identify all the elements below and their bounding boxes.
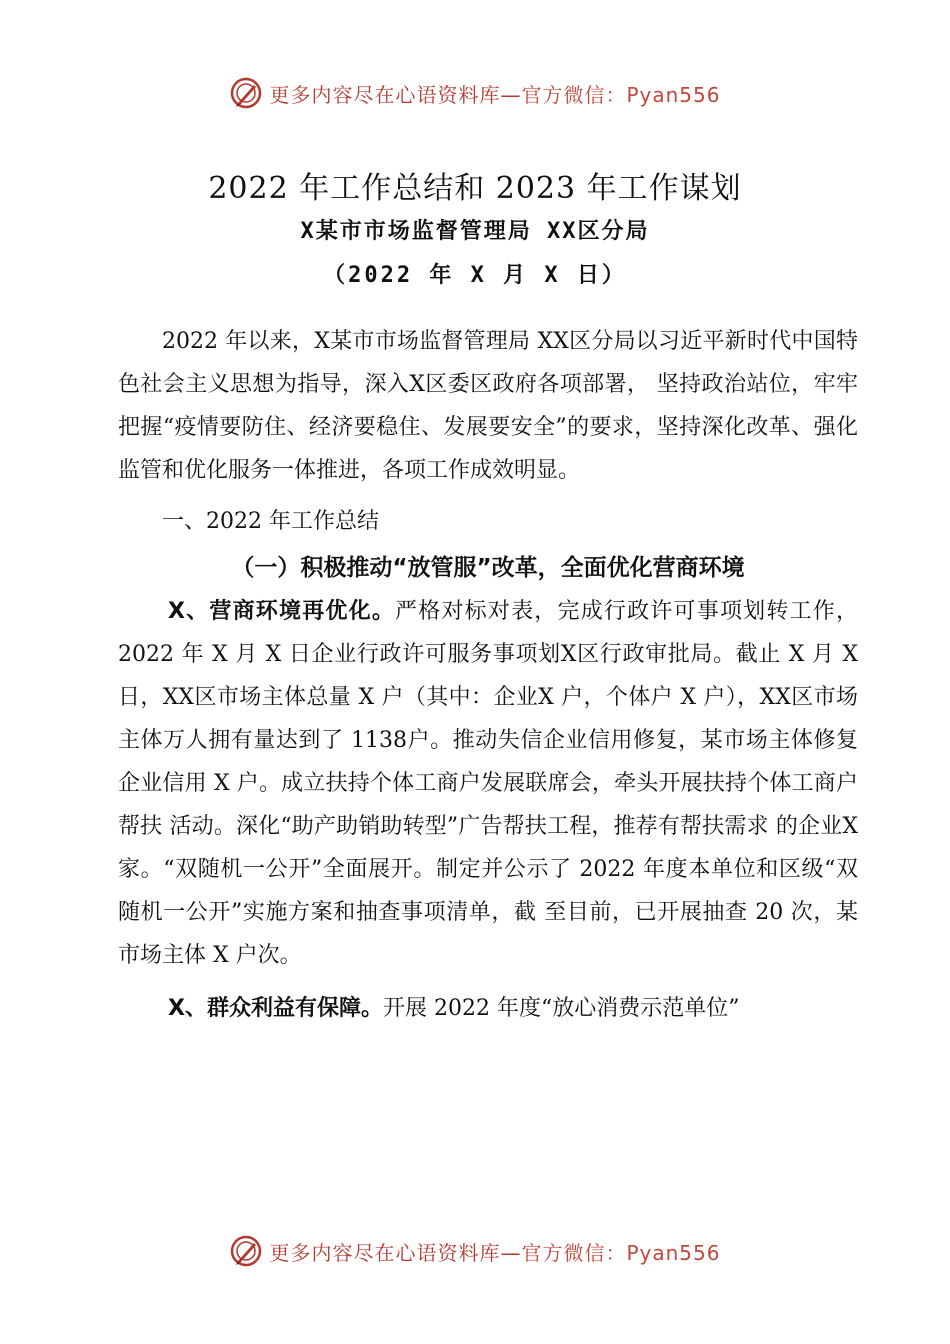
document-title: 2022 年工作总结和 2023 年工作谋划 bbox=[208, 171, 742, 206]
subsection-heading-1: （一）积极推动“放管服”改革，全面优化营商环境 bbox=[231, 555, 745, 581]
section-heading-1: 一、2022 年工作总结 bbox=[162, 509, 379, 534]
pen-logo-icon bbox=[229, 1234, 263, 1268]
footer-watermark-banner bbox=[0, 1226, 950, 1276]
item-paragraph-2 bbox=[118, 987, 858, 1030]
pen-logo-icon bbox=[229, 76, 263, 110]
item-paragraph-1 bbox=[118, 590, 858, 977]
header-watermark-banner bbox=[0, 68, 950, 118]
header-watermark-text: 更多内容尽在心语资料库—官方微信：Pyan556 bbox=[269, 82, 721, 107]
document-subtitle: X某市市场监督管理局 XX区分局 bbox=[300, 219, 650, 244]
item-1-text: 严格对标对表，完成行政许可事项划转工作，2022 年 X 月 X 日企业行政许可服务事项划X区行政审批局。截止 X 月 X 日，XX区市场主体总量 X 户（其中：企业X 户，个体户 X 户），XX区市场主体万人拥有量达到了 1138户。推动失信企业信用修复，某市场主体修复企业信用 X 户。成立扶持个体工商户发展联席会，牵头开展扶持个体工商户帮扶 活动。深化“助产助销助转型”广告帮扶工程，推荐有帮扶需求 的企业X 家。“双随机一公开”全面展开。制定并公示了 2022 年度本单位和区级“双随机一公开”实施方案和抽查事项清单，截 至目前，已开展抽查 20 次，某市场主体 X 户次。 bbox=[118, 599, 858, 968]
item-2-text: 开展 2022 年度“放心消费示范单位” bbox=[382, 996, 740, 1021]
document-date: （2022 年 X 月 X 日） bbox=[323, 263, 627, 288]
footer-watermark-text: 更多内容尽在心语资料库—官方微信：Pyan556 bbox=[269, 1240, 721, 1265]
item-1-lead: X、营商环境再优化。 bbox=[168, 599, 396, 624]
document-body bbox=[118, 320, 858, 1030]
intro-paragraph: 2022 年以来，X某市市场监督管理局 XX区分局以习近平新时代中国特色社会主义思想为指导，深入X区委区政府各项部署， 坚持政治站位，牢牢把握“疫情要防住、经济要稳住、发展要安全”的要求，坚持深化改革、强化监管和优化服务一体推进，各项工作成效明显。 bbox=[118, 329, 858, 483]
item-2-lead: X、群众利益有保障。 bbox=[168, 996, 383, 1021]
